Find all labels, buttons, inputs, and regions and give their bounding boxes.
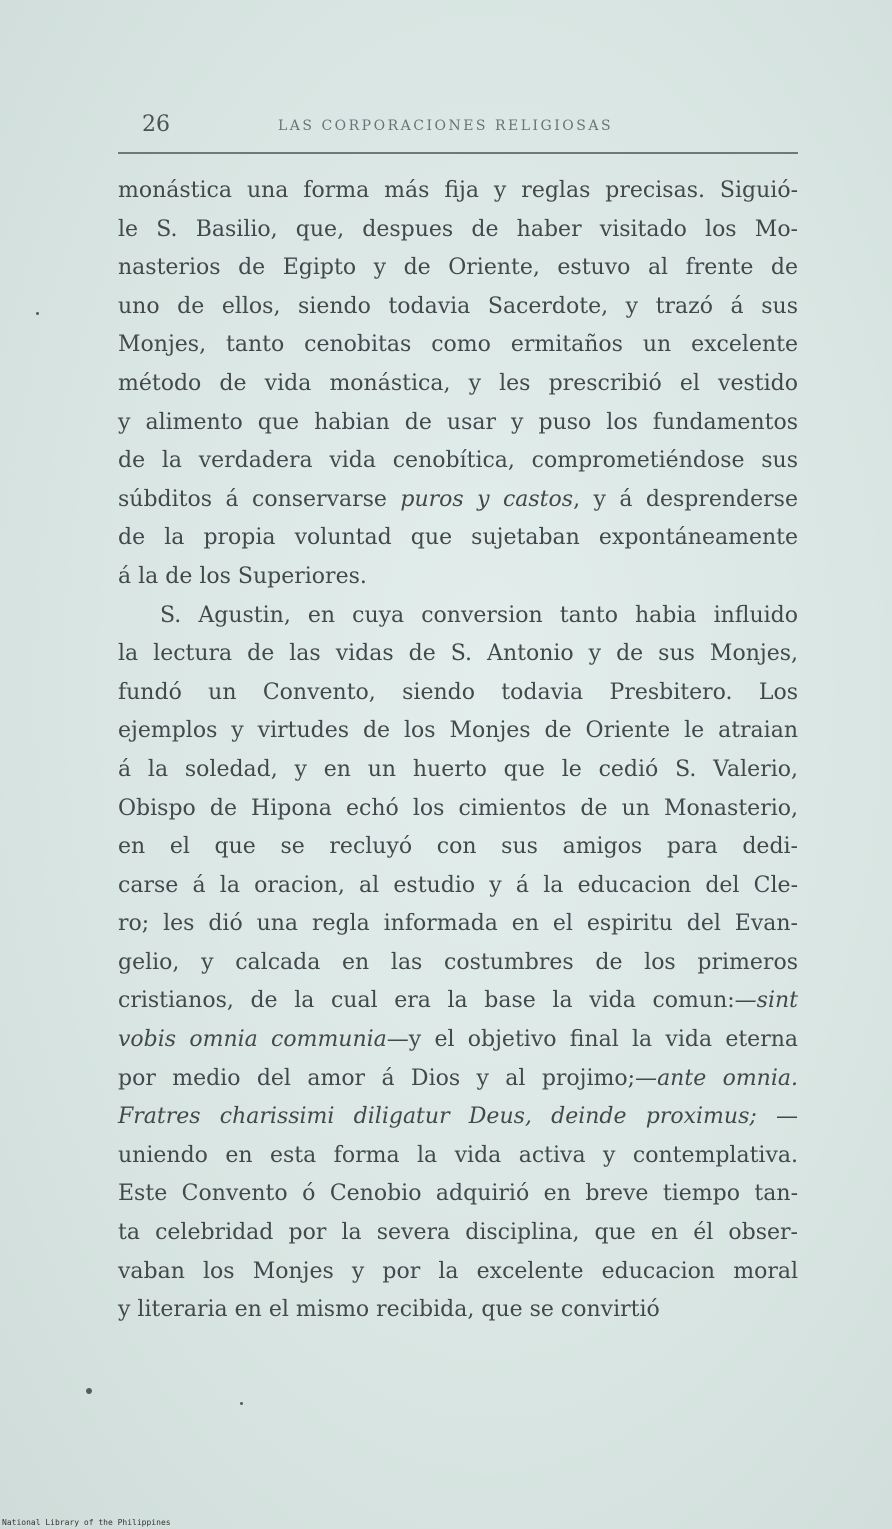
ink-speck (36, 312, 39, 315)
paragraph (118, 597, 798, 1330)
text-line: de la verdadera vida cenobítica, comprometiéndose sus (118, 448, 798, 474)
text-line (118, 982, 798, 1021)
text-line: uniendo en esta forma la vida activa y contemplativa. (118, 1142, 798, 1168)
text-line: carse á la oracion, al estudio y á la educacion del Cle- (118, 872, 798, 898)
text-line: Obispo de Hipona echó los cimientos de un Monasterio, (118, 795, 798, 821)
text-line: á la de los Superiores. (118, 563, 367, 589)
text-line: ta celebridad por la severa disciplina, que en él obser- (118, 1220, 798, 1246)
text-line: Este Convento ó Cenobio adquirió en breve tiempo tan- (118, 1181, 798, 1207)
text-segment: , y á desprenderse (573, 486, 798, 512)
latin-italic-text: vobis omnia communia (118, 1027, 387, 1053)
text-segment: — (756, 1104, 798, 1130)
text-line: gelio, y calcada en las costumbres de los primeros (118, 949, 798, 975)
text-line (118, 1021, 798, 1060)
text-line: y literaria en el mismo recibida, que se convirtió (118, 1297, 660, 1323)
text-segment: cristianos, de la cual era la base la vida comun:— (118, 988, 757, 1014)
header-rule (118, 152, 798, 154)
page-number: 26 (142, 112, 170, 137)
text-line: vaban los Monjes y por la excelente educacion moral (118, 1258, 798, 1284)
page-header (118, 108, 798, 148)
text-line: ro; les dió una regla informada en el espiritu del Evan- (118, 911, 798, 937)
text-line: la lectura de las vidas de S. Antonio y de sus Monjes, (118, 641, 798, 667)
ink-speck (86, 1388, 92, 1394)
text-line (118, 1060, 798, 1099)
text-segment: por medio del amor á Dios y al projimo;— (118, 1065, 658, 1091)
paragraph (118, 172, 798, 597)
text-line (118, 1098, 798, 1137)
text-line: le S. Basilio, que, despues de haber visitado los Mo- (118, 216, 798, 242)
text-line: y alimento que habian de usar y puso los fundamentos (118, 409, 798, 435)
latin-italic-text: sint (756, 988, 798, 1014)
body-text (118, 172, 798, 1330)
text-line: en el que se recluyó con sus amigos para dedi- (118, 834, 798, 860)
text-line: uno de ellos, siendo todavia Sacerdote, y trazó á sus (118, 293, 798, 319)
latin-italic-text: ante omnia. (657, 1065, 798, 1091)
latin-italic-text: puros y castos (400, 486, 574, 512)
text-line: ejemplos y virtudes de los Monjes de Oriente le atraian (118, 718, 798, 744)
text-line: de la propia voluntad que sujetaban expontáneamente (118, 525, 798, 551)
text-line: fundó un Convento, siendo todavia Presbitero. Los (118, 679, 798, 705)
text-segment: —y el objetivo final la vida eterna (386, 1027, 798, 1053)
text-line: monástica una forma más fija y reglas precisas. Siguió- (118, 178, 798, 203)
text-segment: súbditos á conservarse (118, 486, 401, 512)
latin-italic-text: Fratres charissimi diligatur Deus, deinde proximus; (118, 1104, 757, 1130)
text-line: nasterios de Egipto y de Oriente, estuvo al frente de (118, 255, 798, 281)
text-line: á la soledad, y en un huerto que le cedió S. Valerio, (118, 756, 798, 782)
library-credit: National Library of the Philippines (2, 1518, 171, 1527)
ink-speck (240, 1402, 243, 1405)
text-line (118, 481, 798, 520)
text-line: S. Agustin, en cuya conversion tanto habia influido (160, 602, 798, 628)
text-line: método de vida monástica, y les prescribió el vestido (118, 370, 798, 396)
text-line: Monjes, tanto cenobitas como ermitaños un excelente (118, 332, 798, 358)
running-head: LAS CORPORACIONES RELIGIOSAS (278, 118, 614, 134)
